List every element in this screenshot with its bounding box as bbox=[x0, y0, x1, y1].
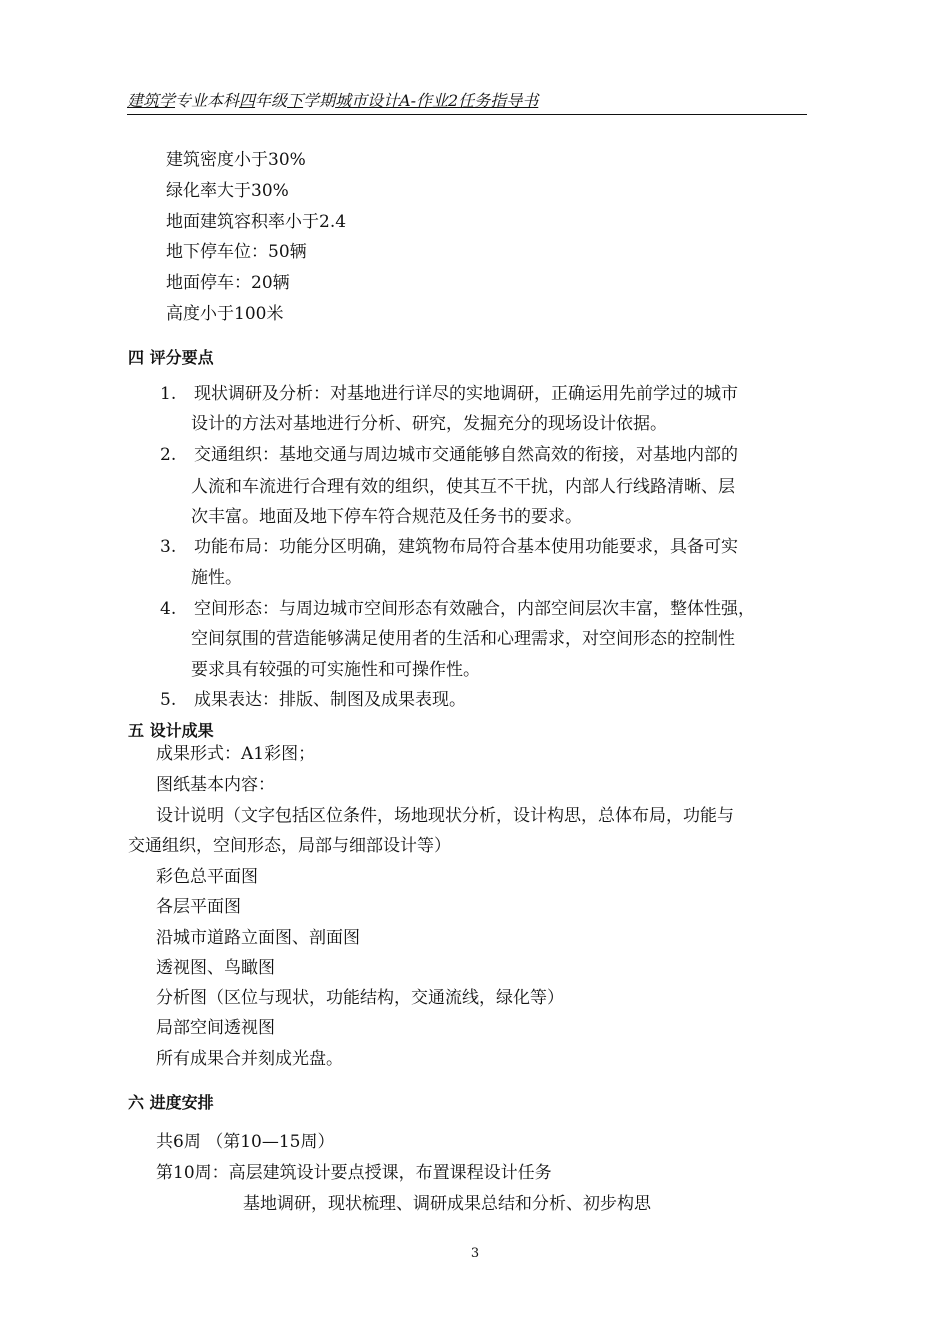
text-line: 彩色总平面图 bbox=[156, 867, 258, 887]
text-line: 分析图（区位与现状，功能结构，交通流线，绿化等） bbox=[156, 988, 564, 1008]
text-line: 局部空间透视图 bbox=[156, 1018, 275, 1038]
item-number: 1. bbox=[160, 384, 177, 404]
header-grade-unit: 年级 bbox=[255, 91, 288, 110]
item-number: 2. bbox=[160, 445, 177, 465]
header-course: 城市设计A-作业2任务指导书 bbox=[335, 91, 539, 110]
list-item bbox=[160, 382, 738, 406]
item-text: 现状调研及分析：对基地进行详尽的实地调研，正确运用先前学过的城市 bbox=[194, 384, 738, 404]
indicator-line: 高度小于100米 bbox=[166, 304, 284, 324]
indicator-line: 地下停车位：50辆 bbox=[166, 242, 307, 262]
item-continuation: 人流和车流进行合理有效的组织，使其互不干扰，内部人行线路清晰、层 bbox=[191, 477, 735, 497]
text-line: 成果形式：A1彩图； bbox=[156, 744, 316, 764]
running-header bbox=[127, 90, 807, 115]
item-number: 4. bbox=[160, 599, 177, 619]
text-line: 透视图、鸟瞰图 bbox=[156, 958, 275, 978]
text-line: 第10周：高层建筑设计要点授课，布置课程设计任务 bbox=[156, 1163, 552, 1183]
indicator-line: 建筑密度小于30% bbox=[166, 150, 306, 170]
indicator-line: 地面建筑容积率小于2.4 bbox=[166, 212, 347, 232]
text-line: 交通组织，空间形态，局部与细部设计等） bbox=[128, 836, 451, 856]
indicator-line: 地面停车：20辆 bbox=[166, 273, 290, 293]
list-item bbox=[160, 443, 738, 467]
text-line: 基地调研，现状梳理、调研成果总结和分析、初步构思 bbox=[243, 1194, 651, 1214]
list-item bbox=[160, 535, 738, 559]
text-line: 共6周 （第10—15周） bbox=[156, 1132, 335, 1152]
item-text: 成果表达：排版、制图及成果表现。 bbox=[194, 690, 466, 710]
page-number: 3 bbox=[470, 1246, 480, 1261]
item-continuation: 设计的方法对基地进行分析、研究，发掘充分的现场设计依据。 bbox=[191, 414, 667, 434]
section-heading-4: 四 评分要点 bbox=[128, 348, 214, 367]
item-continuation: 施性。 bbox=[191, 568, 242, 588]
list-item bbox=[160, 688, 466, 712]
text-line: 设计说明（文字包括区位条件，场地现状分析，设计构思，总体布局，功能与 bbox=[156, 806, 734, 826]
text-line: 沿城市道路立面图、剖面图 bbox=[156, 928, 360, 948]
section-heading-5: 五 设计成果 bbox=[128, 721, 214, 740]
list-item bbox=[160, 597, 755, 621]
indicator-line: 绿化率大于30% bbox=[166, 181, 289, 201]
header-grade: 四 bbox=[239, 91, 256, 110]
header-term-unit: 学期 bbox=[303, 91, 336, 110]
item-number: 5. bbox=[160, 690, 177, 710]
text-line: 图纸基本内容： bbox=[156, 775, 275, 795]
item-text: 空间形态：与周边城市空间形态有效融合，内部空间层次丰富，整体性强， bbox=[194, 599, 755, 619]
text-line: 所有成果合并刻成光盘。 bbox=[156, 1049, 343, 1069]
item-continuation: 次丰富。地面及地下停车符合规范及任务书的要求。 bbox=[191, 507, 582, 527]
section-heading-6: 六 进度安排 bbox=[128, 1093, 214, 1112]
item-text: 交通组织：基地交通与周边城市交通能够自然高效的衔接，对基地内部的 bbox=[194, 445, 738, 465]
item-number: 3. bbox=[160, 537, 177, 557]
item-continuation: 空间氛围的营造能够满足使用者的生活和心理需求，对空间形态的控制性 bbox=[191, 629, 735, 649]
header-term: 下 bbox=[287, 91, 304, 110]
header-major: 建筑学 bbox=[127, 91, 176, 110]
text-line: 各层平面图 bbox=[156, 897, 241, 917]
item-continuation: 要求具有较强的可实施性和可操作性。 bbox=[191, 660, 480, 680]
item-text: 功能布局：功能分区明确，建筑物布局符合基本使用功能要求，具备可实 bbox=[194, 537, 738, 557]
header-level: 专业本科 bbox=[175, 91, 240, 110]
